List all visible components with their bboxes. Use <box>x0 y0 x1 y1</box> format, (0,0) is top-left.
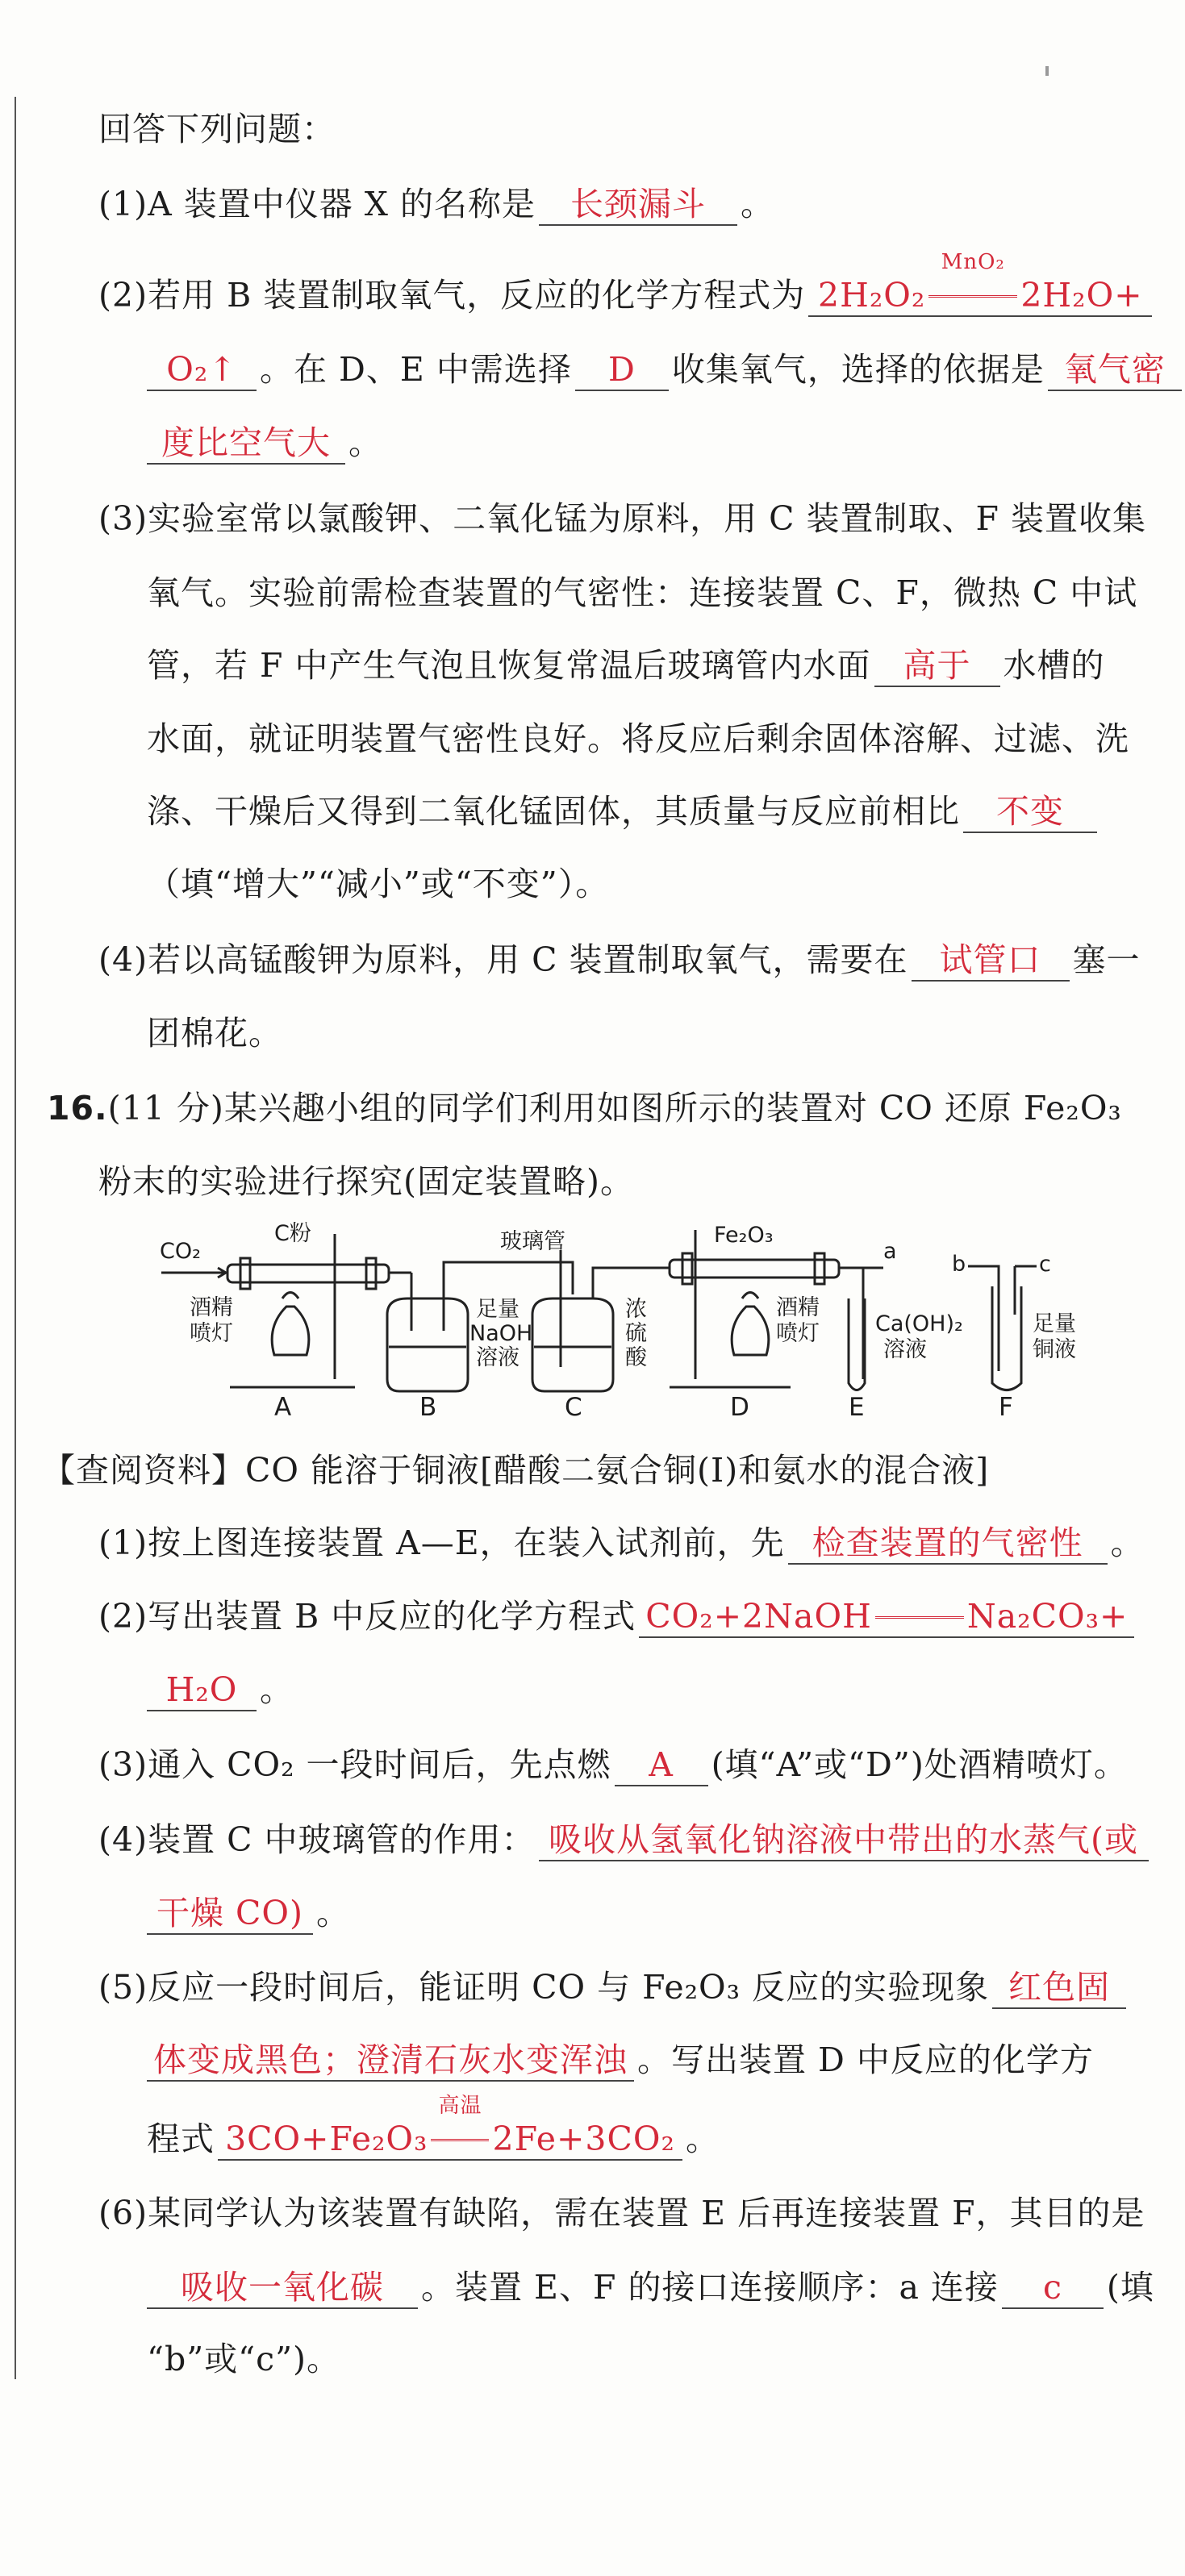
q16-number: 16. <box>47 1089 108 1128</box>
s4-answer-blank-a[interactable]: 吸收从氢氧化钠溶液中带出的水蒸气(或 <box>539 1819 1149 1861</box>
q2-mid-text: 。在 D、E 中需选择 <box>260 350 572 389</box>
label-lamp-a-2: 喷灯 <box>190 1321 233 1346</box>
apparatus-diagram <box>153 1218 1081 1422</box>
label-apparatus-a: A <box>274 1393 292 1422</box>
s2-eq-right: Na₂CO₃+ <box>966 1597 1129 1636</box>
s5-line3 <box>147 2094 720 2161</box>
q16-line1 <box>47 1086 1122 1131</box>
s2-eq-bar <box>875 1616 964 1622</box>
s4-line1 <box>98 1817 1152 1862</box>
q3-line5-text: 涤、干燥后又得到二氧化锰固体，其质量与反应前相比 <box>147 792 960 831</box>
label-apparatus-f: F <box>999 1393 1013 1422</box>
q2-eq-bar <box>928 295 1017 301</box>
bottle-b <box>387 1298 468 1391</box>
q3-answer-blank-2[interactable]: 不变 <box>963 791 1097 833</box>
label-port-c: c <box>1039 1252 1051 1277</box>
q16-stem: (11 分)某兴趣小组的同学们利用如图所示的装置对 CO 还原 Fe₂O₃ <box>107 1089 1122 1128</box>
q4-text: (4)若以高锰酸钾为原料，用 C 装置制取氧气，需要在 <box>98 940 908 979</box>
pipe-cd <box>593 1268 670 1298</box>
q2-choice-blank[interactable]: D <box>575 349 669 391</box>
s6-port-blank[interactable]: c <box>1002 2267 1104 2309</box>
q2-eq-left: 2H₂O₂ <box>817 276 926 315</box>
tube-a-stopper-left <box>240 1258 250 1289</box>
label-acid-2: 硫 <box>625 1321 647 1346</box>
q2-eq-arrow <box>925 250 1020 315</box>
s4-post: 。 <box>316 1894 350 1932</box>
question-2 <box>98 250 1155 318</box>
q2-eq-continuation-blank[interactable]: O₂↑ <box>147 349 257 391</box>
s2-eq-left: CO₂+2NaOH <box>645 1597 872 1636</box>
intro-text: 回答下列问题： <box>98 110 336 148</box>
label-apparatus-d: D <box>730 1393 749 1422</box>
q4-post: 塞一 <box>1072 940 1141 979</box>
tube-a <box>227 1265 389 1282</box>
test-tube-f <box>992 1286 1021 1390</box>
s6-mid-text: 。装置 E、F 的接口连接顺序：a 连接 <box>421 2268 999 2307</box>
s2-line2 <box>147 1667 294 1712</box>
q3-line4: 水面，就证明装置气密性良好。将反应后剩余固体溶解、过滤、洗 <box>147 719 1129 758</box>
q3-line3 <box>147 643 1105 688</box>
label-acid-3: 酸 <box>625 1345 647 1370</box>
label-lamp-d-2: 喷灯 <box>776 1321 820 1346</box>
label-apparatus-c: C <box>565 1393 582 1422</box>
s5-post: 。 <box>686 2120 720 2158</box>
q3-line2: 氧气。实验前需检查装置的气密性：连接装置 C、F，微热 C 中试 <box>147 573 1138 612</box>
s1-text: (1)按上图连接装置 A—E，在装入试剂前，先 <box>98 1524 785 1562</box>
label-c-powder: C粉 <box>274 1221 311 1246</box>
label-apparatus-e: E <box>849 1393 865 1422</box>
s4-text: (4)装置 C 中玻璃管的作用： <box>98 1820 536 1859</box>
q2-eq-right: 2H₂O+ <box>1020 276 1143 315</box>
label-cu-2: 铜液 <box>1033 1337 1076 1362</box>
s1-answer-blank[interactable]: 检查装置的气密性 <box>788 1523 1108 1565</box>
s1-post: 。 <box>1110 1524 1145 1562</box>
label-port-a: a <box>883 1239 897 1264</box>
q2-reason-blank-b[interactable]: 度比空气大 <box>147 423 345 465</box>
s3-text: (3)通入 CO₂ 一段时间后，先点燃 <box>98 1745 611 1784</box>
reference-info: 【查阅资料】CO 能溶于铜液[醋酸二氨合铜(Ⅰ)和氨水的混合液] <box>42 1451 990 1490</box>
s5-line3-text: 程式 <box>147 2120 215 2158</box>
s2-equation-blank[interactable] <box>639 1596 1134 1638</box>
label-port-b: b <box>952 1252 966 1277</box>
apparatus-svg <box>153 1218 1081 1422</box>
q3-line3-post: 水槽的 <box>1003 646 1105 685</box>
lamp-a-flame <box>282 1293 298 1299</box>
label-naoh-1: 足量 <box>476 1297 519 1322</box>
q2-eq-condition: MnO₂ <box>941 250 1005 274</box>
page-margin-line <box>15 97 16 2379</box>
label-acid-1: 浓 <box>625 1297 647 1322</box>
question-1 <box>98 181 774 227</box>
q1-text: (1)A 装置中仪器 X 的名称是 <box>98 185 536 223</box>
lamp-a-body <box>272 1307 309 1355</box>
q4-answer-blank[interactable]: 试管口 <box>912 940 1070 982</box>
q3-answer-blank-1[interactable]: 高于 <box>874 645 1000 687</box>
s3-answer-blank[interactable]: A <box>615 1744 708 1786</box>
s6-line2 <box>147 2265 1154 2310</box>
label-glass-tube: 玻璃管 <box>500 1229 565 1254</box>
s3-post: (填“A”或“D”)处酒精喷灯。 <box>711 1745 1128 1784</box>
pipe-de <box>839 1268 863 1379</box>
corner-mark <box>1045 66 1049 76</box>
label-cu-1: 足量 <box>1033 1311 1076 1336</box>
pipe-f-b <box>968 1266 999 1371</box>
s6-line3: “b”或“c”)。 <box>147 2340 341 2378</box>
question-2-line3 <box>147 420 382 465</box>
tube-a-stopper-right <box>366 1258 376 1289</box>
s1-line <box>98 1520 1145 1565</box>
q3-line6: （填“增大”“减小”或“不变”）。 <box>147 865 610 903</box>
label-caoh-1: Ca(OH)₂ <box>875 1311 963 1336</box>
s5-answer-blank-b[interactable]: 体变成黑色；澄清石灰水变浑浊 <box>147 2040 634 2082</box>
lamp-d-body <box>732 1307 769 1355</box>
s2-post: 。 <box>260 1670 294 1709</box>
label-caoh-2: 溶液 <box>883 1337 927 1362</box>
lamp-d-flame <box>742 1293 758 1299</box>
s4-line2 <box>147 1890 350 1936</box>
s5-text: (5)反应一段时间后，能证明 CO 与 Fe₂O₃ 反应的实验现象 <box>98 1968 990 2007</box>
s6-post: (填 <box>1106 2268 1154 2307</box>
q4-line2: 团棉花。 <box>147 1014 282 1052</box>
question-2-line2 <box>147 347 1185 392</box>
s2-line1 <box>98 1594 1137 1639</box>
q1-answer-blank[interactable]: 长颈漏斗 <box>539 184 737 226</box>
q2-equation-blank[interactable] <box>808 250 1152 317</box>
s5-eq-condition: 高温 <box>438 2094 482 2118</box>
label-lamp-d-1: 酒精 <box>776 1295 820 1320</box>
q4-line1 <box>98 937 1141 982</box>
bottle-c <box>532 1298 613 1391</box>
tube-d-stopper-right <box>815 1253 824 1284</box>
label-naoh-3: 溶液 <box>476 1345 519 1370</box>
q2-text: (2)若用 B 装置制取氧气，反应的化学方程式为 <box>98 276 806 315</box>
s2-text: (2)写出装置 B 中反应的化学方程式 <box>98 1597 636 1636</box>
s5-mid-text: 。写出装置 D 中反应的化学方 <box>637 2040 1094 2079</box>
s5-line1 <box>98 1965 1129 2010</box>
s5-eq-right: 2Fe+3CO₂ <box>492 2120 675 2158</box>
s5-equation-blank[interactable] <box>218 2094 682 2161</box>
s5-eq-left: 3CO+Fe₂O₃ <box>225 2120 428 2158</box>
s3-line <box>98 1742 1128 1787</box>
s5-eq-bar <box>431 2139 489 2145</box>
q2-mid2-text: 收集氧气，选择的依据是 <box>671 350 1045 389</box>
tube-d-stopper-left <box>682 1253 692 1284</box>
q3-line3-text: 管，若 F 中产生气泡且恢复常温后玻璃管内水面 <box>147 646 871 685</box>
s4-answer-blank-b[interactable]: 干燥 CO) <box>147 1893 313 1935</box>
s6-line1: (6)某同学认为该装置有缺陷，需在装置 E 后再连接装置 F，其目的是 <box>98 2194 1145 2232</box>
s2-eq-continuation-blank[interactable]: H₂O <box>147 1669 257 1711</box>
label-apparatus-b: B <box>419 1393 437 1422</box>
s5-eq-arrow <box>428 2094 492 2159</box>
s5-line2 <box>147 2037 1094 2082</box>
q2-post: 。 <box>348 423 382 462</box>
s5-answer-blank-a[interactable]: 红色固 <box>992 1967 1126 2009</box>
label-co2: CO₂ <box>160 1239 201 1264</box>
label-naoh-2: NaOH <box>469 1321 533 1346</box>
q3-line1: (3)实验室常以氯酸钾、二氧化锰为原料，用 C 装置制取、F 装置收集 <box>98 499 1146 538</box>
label-lamp-a-1: 酒精 <box>190 1295 233 1320</box>
q16-line2: 粉末的实验进行探究(固定装置略)。 <box>98 1162 634 1201</box>
q3-line5 <box>147 789 1100 834</box>
q1-post: 。 <box>740 185 774 223</box>
s6-answer-blank[interactable]: 吸收一氧化碳 <box>147 2267 418 2309</box>
q2-reason-blank-a[interactable]: 氧气密 <box>1048 349 1182 391</box>
label-fe2o3: Fe₂O₃ <box>714 1223 774 1248</box>
